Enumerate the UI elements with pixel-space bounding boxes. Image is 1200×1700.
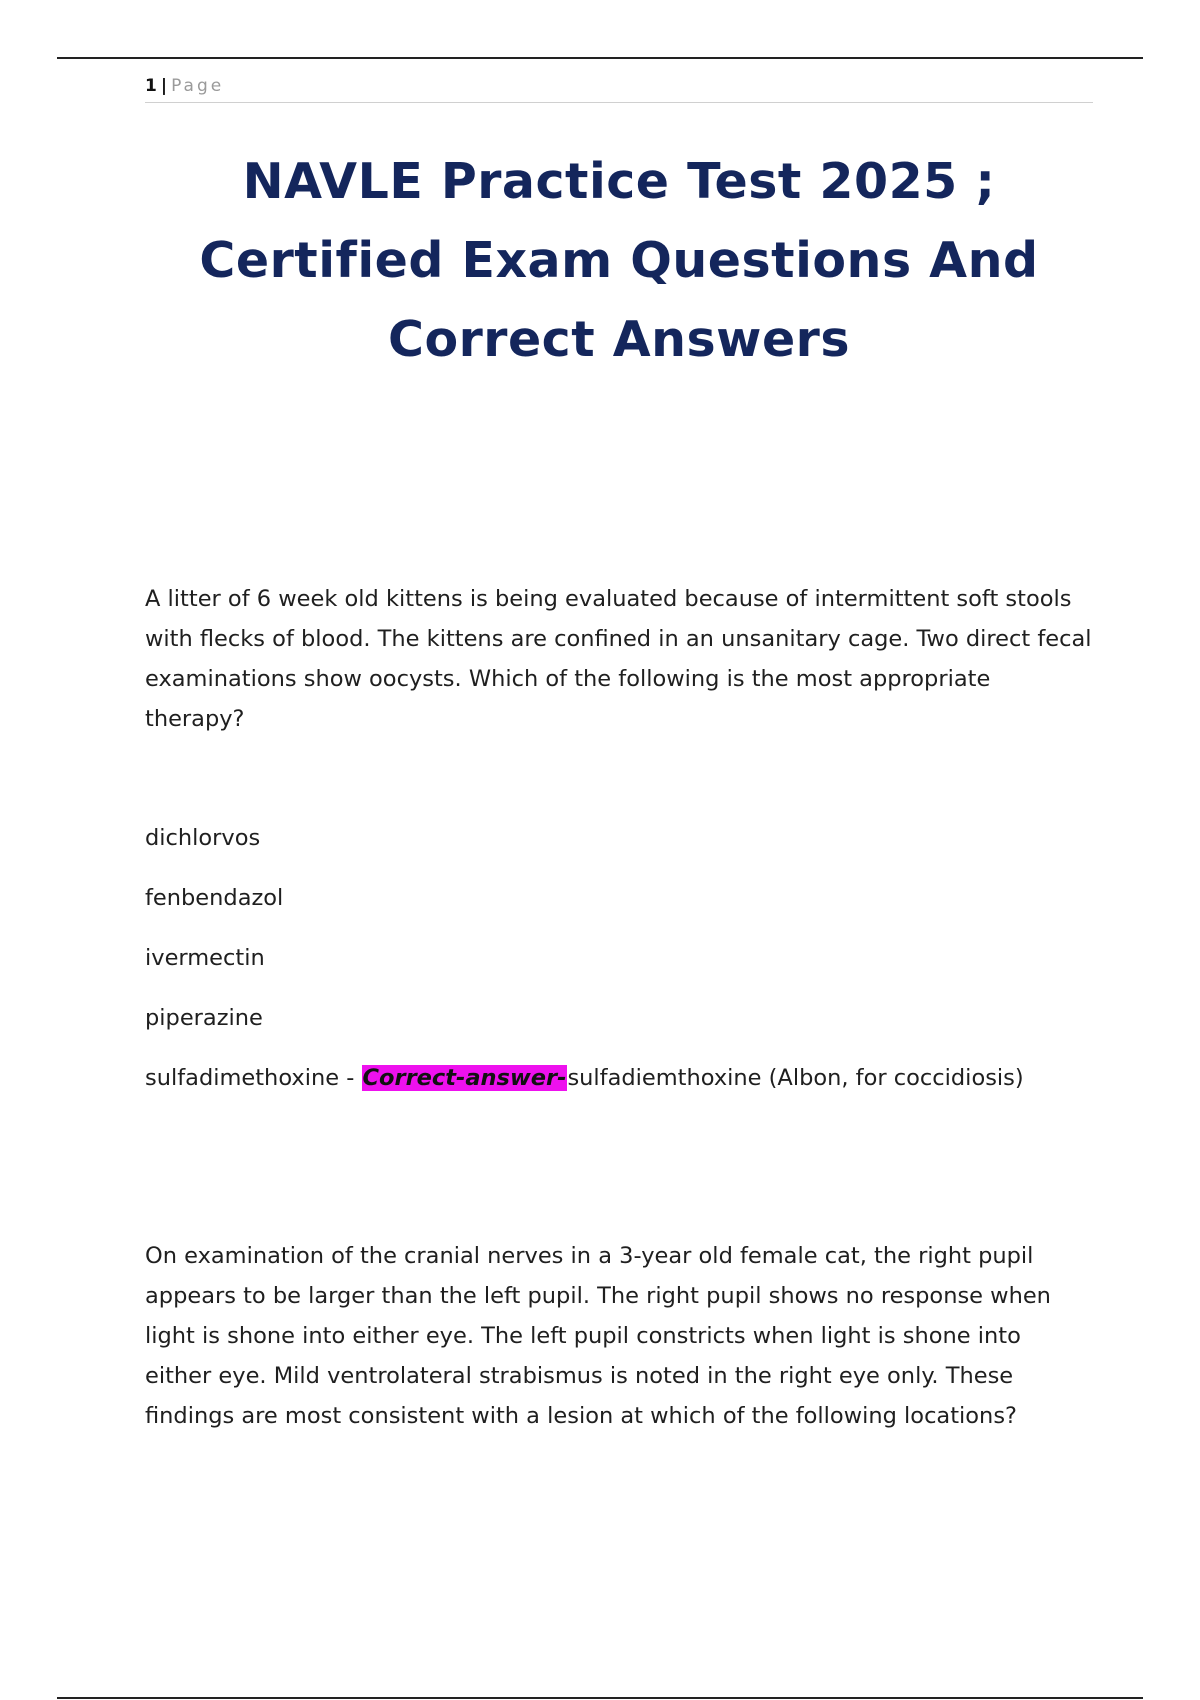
page-label: Page (171, 76, 225, 96)
document-title (145, 142, 1093, 379)
page-number: 1 (145, 76, 157, 96)
question-2-text: On examination of the cranial nerves in a 3-year old female cat, the right pupil appears to be larger than the left pupil. The right pupil shows no response when light is shone into either eye. The left pupil constricts when light is shone into either eye. Mild ventrolateral strabismus is noted in the right eye only. These findings are most consistent with a lesion at which of the following locations? (145, 1243, 1051, 1429)
title-line-3: Correct Answers (387, 311, 851, 368)
option-piperazine: piperazine (145, 1005, 263, 1031)
answer-line (145, 1058, 1105, 1098)
bottom-rule (57, 1697, 1143, 1699)
option-dichlorvos: dichlorvos (145, 825, 261, 851)
question-1-text: A litter of 6 week old kittens is being evaluated because of intermittent soft stools with flecks of blood. The kittens are confined in an unsanitary cage. Two direct fecal examinations show oocysts. Which of the following is the most appropriate therapy? (145, 586, 1092, 732)
option-ivermectin: ivermectin (145, 945, 265, 971)
answer-option: sulfadimethoxine - (145, 1065, 362, 1091)
page-separator: | (160, 76, 168, 96)
answer-explanation: sulfadiemthoxine (Albon, for coccidiosis) (567, 1065, 1024, 1091)
title-line-1: NAVLE Practice Test 2025 ; (242, 153, 996, 210)
option-fenbendazol: fenbendazol (145, 885, 284, 911)
top-rule (57, 57, 1143, 59)
page-header (145, 74, 1093, 103)
correct-answer-marker: Correct-answer- (362, 1065, 567, 1091)
title-line-2: Certified Exam Questions And (199, 232, 1039, 289)
